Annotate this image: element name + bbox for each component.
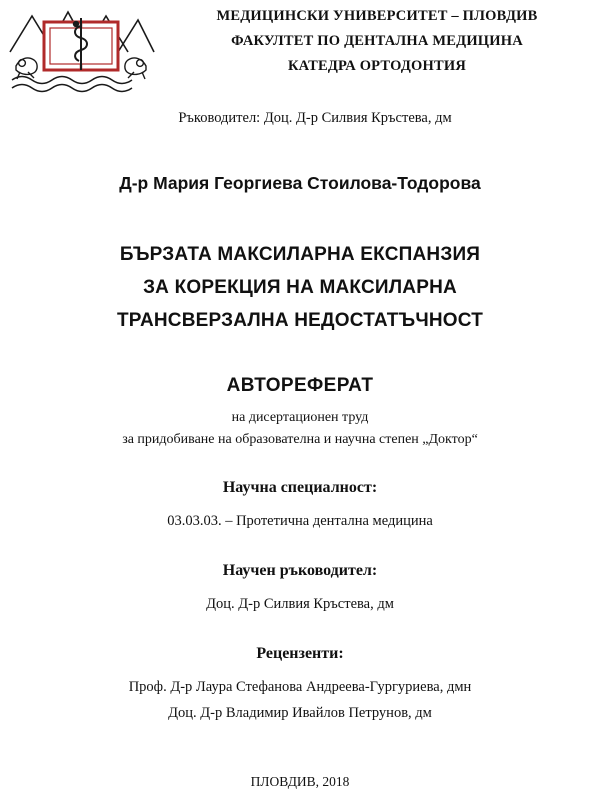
specialty-heading: Научна специалност:	[222, 479, 378, 496]
title-line-1: БЪРЗАТА МАКСИЛАРНА ЕКСПАНЗИЯ	[119, 244, 481, 265]
university-line-1: МЕДИЦИНСКИ УНИВЕРСИТЕТ – ПЛОВДИВ	[216, 8, 538, 24]
supervisor-section	[0, 562, 600, 617]
specialty-value: 03.03.03. – Протетична дентална медицина	[167, 513, 433, 529]
document-header	[0, 0, 600, 96]
document-type: АВТОРЕФЕРАТ	[226, 375, 374, 396]
supervisor-value: Доц. Д-р Силвия Кръстева, дм	[206, 596, 394, 612]
document-footer: ПЛОВДИВ, 2018	[250, 774, 350, 789]
reviewer-1: Проф. Д-р Лаура Стефанова Андреева-Гургуриева, дмн	[128, 679, 472, 695]
university-emblem	[6, 0, 156, 94]
reviewers-section	[0, 645, 600, 726]
university-line-2: ФАКУЛТЕТ ПО ДЕНТАЛНА МЕДИЦИНА	[231, 33, 523, 49]
reviewer-2: Доц. Д-р Владимир Ивайлов Петрунов, дм	[168, 705, 432, 721]
university-name-block	[160, 4, 594, 79]
supervisor-heading: Научен ръководител:	[222, 562, 378, 579]
header-supervisor-line: Ръководител: Доц. Д-р Силвия Кръстева, дм	[178, 110, 452, 126]
subtitle-line-1: на дисертационен труд	[231, 410, 369, 425]
title-line-2: ЗА КОРЕКЦИЯ НА МАКСИЛАРНА	[143, 277, 457, 298]
subtitle-line-2: за придобиване на образователна и научна степен „Доктор“	[122, 432, 478, 447]
reviewers-heading: Рецензенти:	[256, 645, 344, 662]
document-subtitle	[0, 407, 600, 451]
title-line-3: ТРАНСВЕРЗАЛНА НЕДОСТАТЪЧНОСТ	[116, 310, 484, 331]
university-line-3: КАТЕДРА ОРТОДОНТИЯ	[287, 58, 467, 74]
specialty-section	[0, 479, 600, 534]
dissertation-title	[0, 238, 600, 337]
author-name: Д-р Мария Георгиева Стоилова-Тодорова	[119, 173, 481, 193]
